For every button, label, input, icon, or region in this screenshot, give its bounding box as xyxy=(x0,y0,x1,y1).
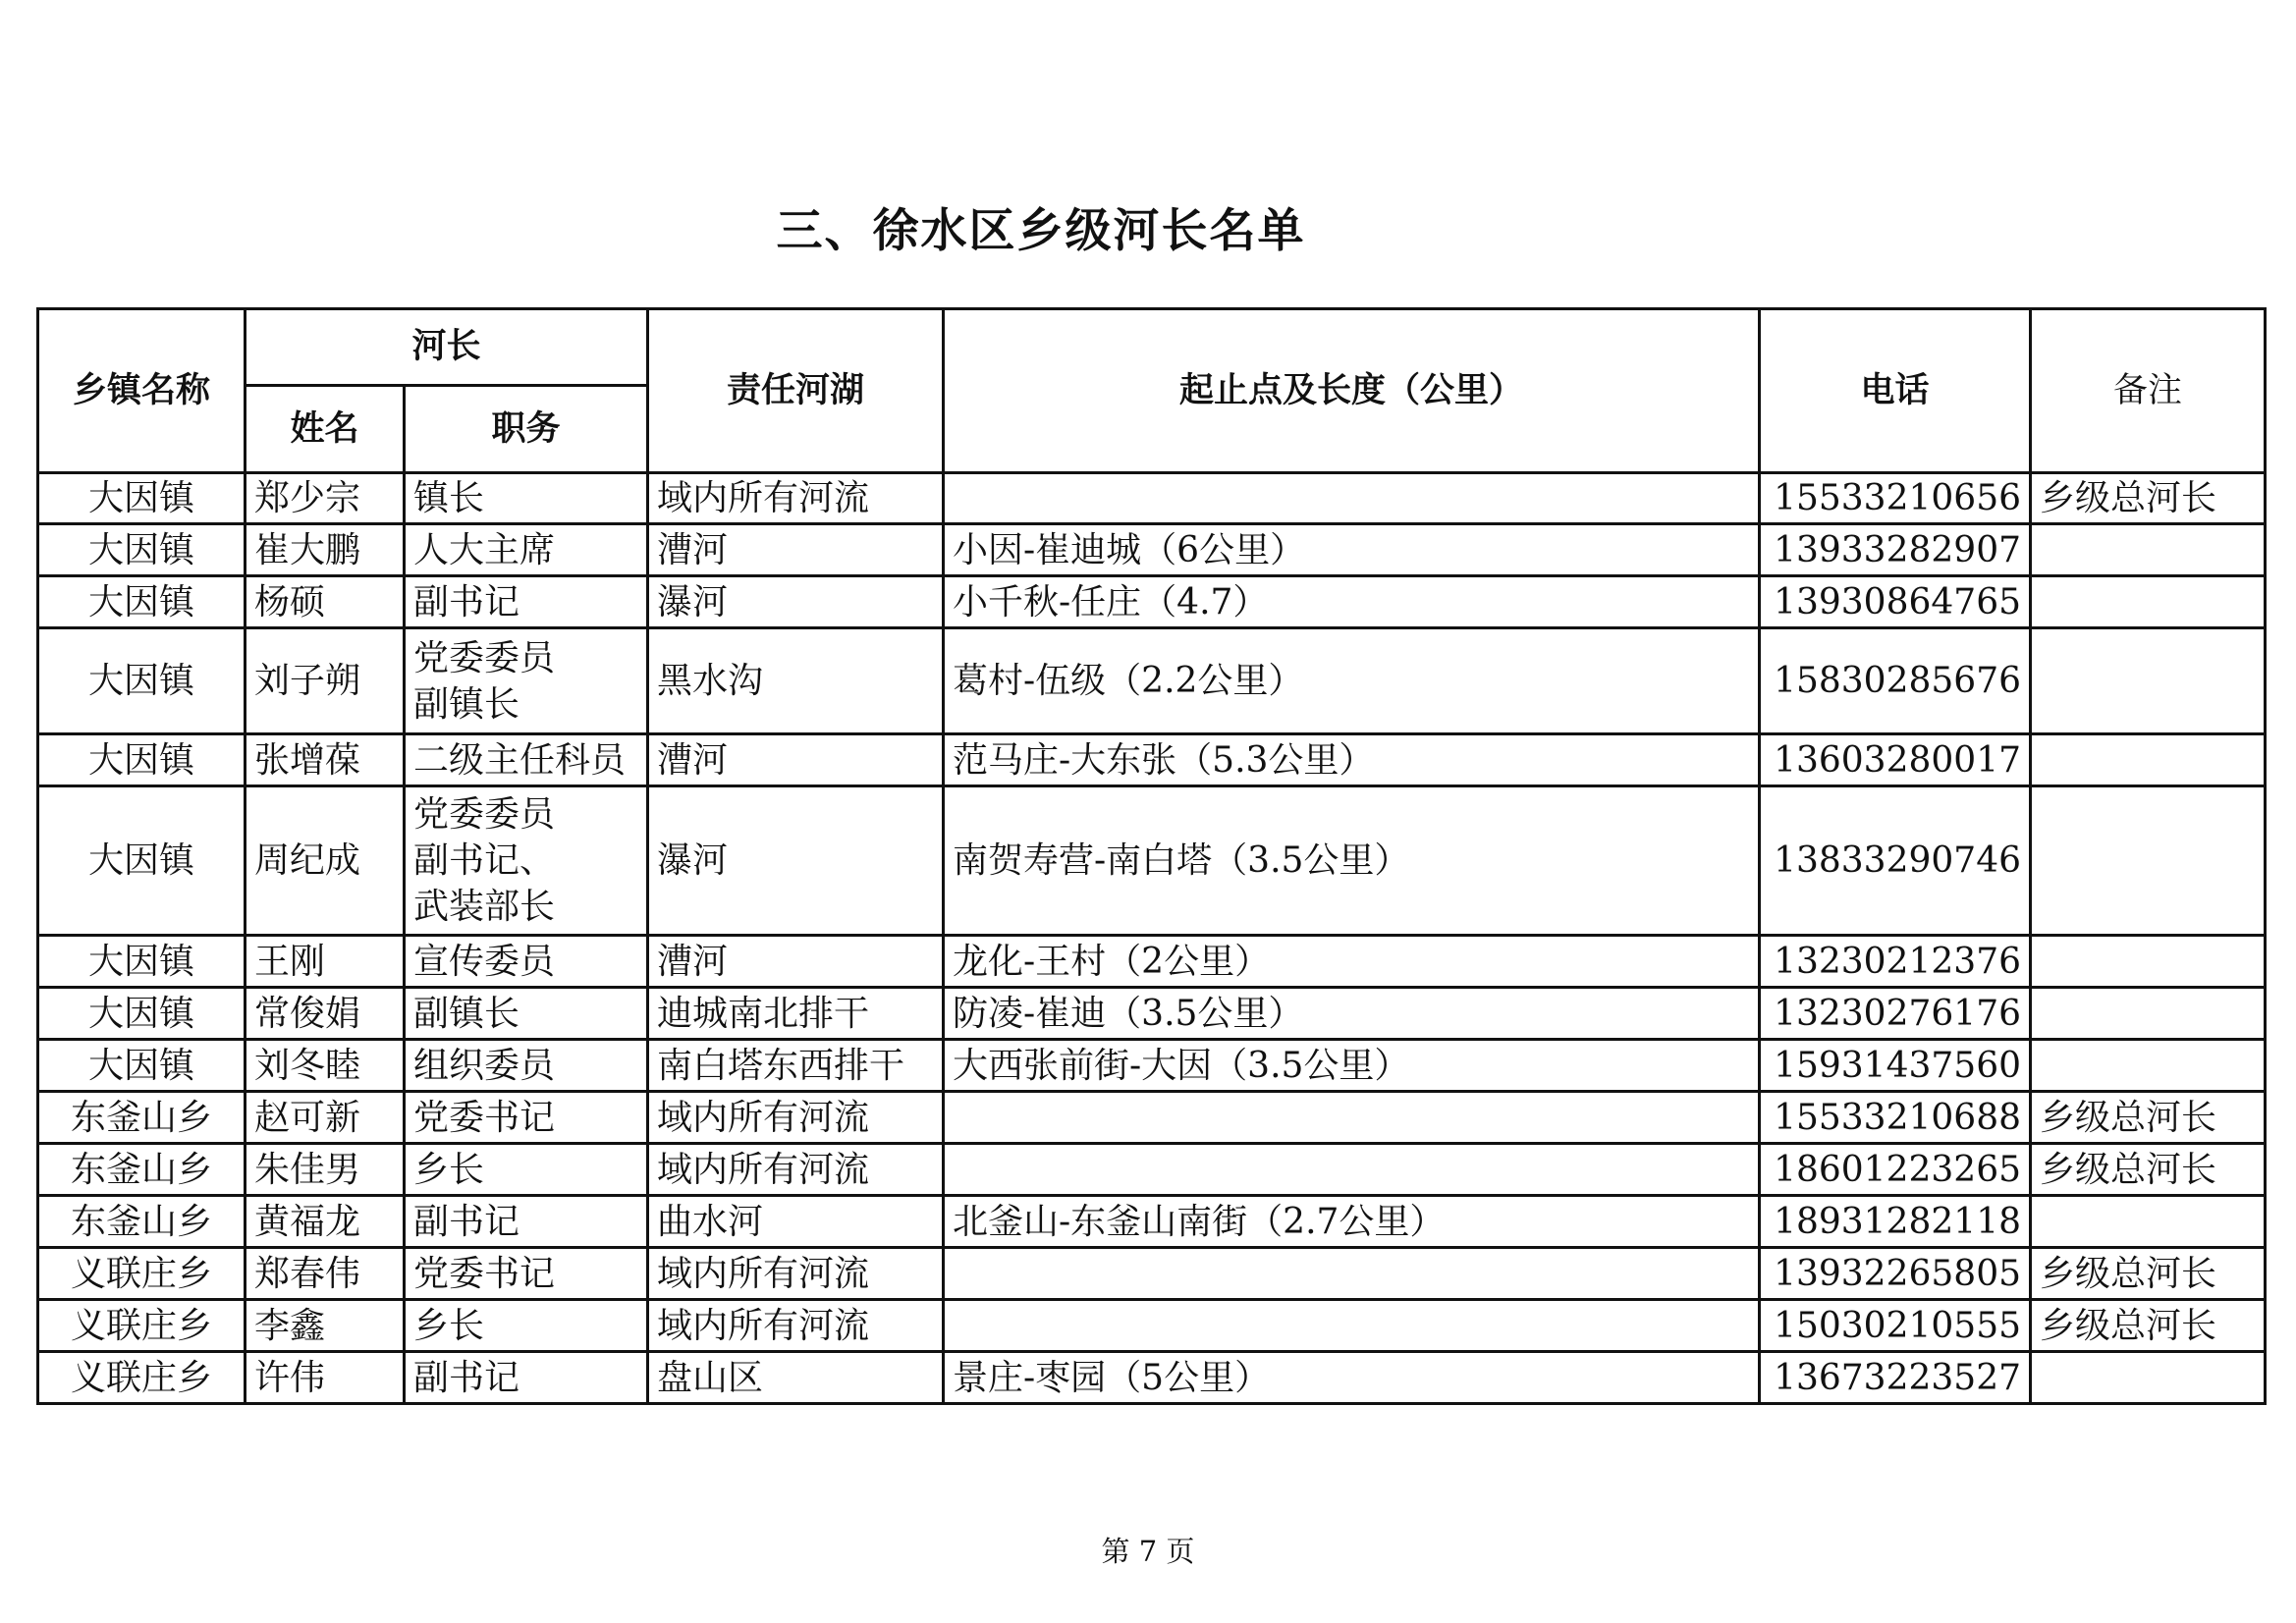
river-cell: 漕河 xyxy=(648,524,944,576)
river-cell: 瀑河 xyxy=(648,786,944,936)
name-cell: 张增葆 xyxy=(246,734,405,786)
table-row xyxy=(38,734,2266,786)
span-cell: 景庄-枣园（5公里） xyxy=(944,1352,1760,1404)
phone-cell: 13932265805 xyxy=(1760,1248,2031,1300)
span-cell xyxy=(944,473,1760,524)
table-row xyxy=(38,1196,2266,1248)
table-row xyxy=(38,473,2266,524)
phone-cell: 15533210688 xyxy=(1760,1092,2031,1144)
position-cell: 镇长 xyxy=(405,473,648,524)
river-cell: 黑水沟 xyxy=(648,628,944,734)
river-cell: 盘山区 xyxy=(648,1352,944,1404)
town-cell: 义联庄乡 xyxy=(38,1248,246,1300)
name-cell: 刘子朔 xyxy=(246,628,405,734)
name-cell: 郑春伟 xyxy=(246,1248,405,1300)
remark-cell xyxy=(2031,786,2266,936)
phone-cell: 13930864765 xyxy=(1760,576,2031,628)
page-title: 三、徐水区乡级河长名单 xyxy=(776,204,1306,258)
remark-cell xyxy=(2031,1352,2266,1404)
span-cell xyxy=(944,1144,1760,1196)
remark-cell xyxy=(2031,1196,2266,1248)
remark-cell: 乡级总河长 xyxy=(2031,1248,2266,1300)
river-cell: 域内所有河流 xyxy=(648,473,944,524)
river-cell: 域内所有河流 xyxy=(648,1248,944,1300)
phone-cell: 13230212376 xyxy=(1760,936,2031,988)
table-row xyxy=(38,936,2266,988)
header-chief: 河长 xyxy=(246,309,648,386)
header-remark: 备注 xyxy=(2031,309,2266,473)
phone-cell: 18601223265 xyxy=(1760,1144,2031,1196)
river-chief-table xyxy=(36,307,2267,1405)
span-cell: 南贺寿营-南白塔（3.5公里） xyxy=(944,786,1760,936)
remark-cell xyxy=(2031,628,2266,734)
town-cell: 东釜山乡 xyxy=(38,1144,246,1196)
table-row xyxy=(38,786,2266,936)
river-cell: 域内所有河流 xyxy=(648,1092,944,1144)
remark-cell xyxy=(2031,576,2266,628)
table-row xyxy=(38,1144,2266,1196)
position-cell: 宣传委员 xyxy=(405,936,648,988)
phone-cell: 15830285676 xyxy=(1760,628,2031,734)
phone-cell: 13933282907 xyxy=(1760,524,2031,576)
span-cell: 防凌-崔迪（3.5公里） xyxy=(944,988,1760,1040)
span-cell: 龙化-王村（2公里） xyxy=(944,936,1760,988)
phone-cell: 13603280017 xyxy=(1760,734,2031,786)
name-cell: 常俊娟 xyxy=(246,988,405,1040)
remark-cell: 乡级总河长 xyxy=(2031,1092,2266,1144)
name-cell: 黄福龙 xyxy=(246,1196,405,1248)
position-line: 党委委员 xyxy=(413,794,556,835)
position-cell xyxy=(405,786,648,936)
river-cell: 南白塔东西排干 xyxy=(648,1040,944,1092)
span-cell: 小因-崔迪城（6公里） xyxy=(944,524,1760,576)
town-cell: 大因镇 xyxy=(38,1040,246,1092)
remark-cell: 乡级总河长 xyxy=(2031,1300,2266,1352)
town-cell: 义联庄乡 xyxy=(38,1352,246,1404)
phone-cell: 13673223527 xyxy=(1760,1352,2031,1404)
table-row xyxy=(38,524,2266,576)
table-row xyxy=(38,576,2266,628)
position-cell: 二级主任科员 xyxy=(405,734,648,786)
table-row xyxy=(38,628,2266,734)
table-header xyxy=(38,309,2266,473)
phone-cell: 13230276176 xyxy=(1760,988,2031,1040)
span-cell: 范马庄-大东张（5.3公里） xyxy=(944,734,1760,786)
position-cell: 人大主席 xyxy=(405,524,648,576)
position-line: 武装部长 xyxy=(413,887,556,927)
table-row xyxy=(38,1092,2266,1144)
position-cell: 副书记 xyxy=(405,1352,648,1404)
header-river: 责任河湖 xyxy=(648,309,944,473)
name-cell: 郑少宗 xyxy=(246,473,405,524)
town-cell: 东釜山乡 xyxy=(38,1092,246,1144)
phone-cell: 13833290746 xyxy=(1760,786,2031,936)
town-cell: 大因镇 xyxy=(38,936,246,988)
river-cell: 漕河 xyxy=(648,734,944,786)
town-cell: 大因镇 xyxy=(38,628,246,734)
position-cell: 乡长 xyxy=(405,1144,648,1196)
position-cell: 副镇长 xyxy=(405,988,648,1040)
remark-cell xyxy=(2031,734,2266,786)
river-cell: 域内所有河流 xyxy=(648,1300,944,1352)
span-cell: 大西张前街-大因（3.5公里） xyxy=(944,1040,1760,1092)
river-cell: 瀑河 xyxy=(648,576,944,628)
table-row xyxy=(38,1040,2266,1092)
river-cell: 迪城南北排干 xyxy=(648,988,944,1040)
name-cell: 赵可新 xyxy=(246,1092,405,1144)
span-cell xyxy=(944,1300,1760,1352)
town-cell: 大因镇 xyxy=(38,734,246,786)
remark-cell xyxy=(2031,524,2266,576)
header-position: 职务 xyxy=(405,386,648,473)
river-cell: 曲水河 xyxy=(648,1196,944,1248)
table-row xyxy=(38,1248,2266,1300)
phone-cell: 15931437560 xyxy=(1760,1040,2031,1092)
page-number: 第 7 页 xyxy=(1101,1535,1195,1568)
name-cell: 李鑫 xyxy=(246,1300,405,1352)
position-cell: 党委书记 xyxy=(405,1248,648,1300)
position-cell xyxy=(405,628,648,734)
position-cell: 组织委员 xyxy=(405,1040,648,1092)
name-cell: 周纪成 xyxy=(246,786,405,936)
span-cell xyxy=(944,1248,1760,1300)
name-cell: 王刚 xyxy=(246,936,405,988)
header-name: 姓名 xyxy=(246,386,405,473)
town-cell: 大因镇 xyxy=(38,576,246,628)
name-cell: 许伟 xyxy=(246,1352,405,1404)
span-cell: 小千秋-任庄（4.7） xyxy=(944,576,1760,628)
span-cell xyxy=(944,1092,1760,1144)
name-cell: 杨硕 xyxy=(246,576,405,628)
river-cell: 域内所有河流 xyxy=(648,1144,944,1196)
remark-cell xyxy=(2031,988,2266,1040)
table-row xyxy=(38,1352,2266,1404)
position-cell: 乡长 xyxy=(405,1300,648,1352)
remark-cell: 乡级总河长 xyxy=(2031,473,2266,524)
town-cell: 大因镇 xyxy=(38,473,246,524)
town-cell: 大因镇 xyxy=(38,988,246,1040)
span-cell: 葛村-伍级（2.2公里） xyxy=(944,628,1760,734)
phone-cell: 18931282118 xyxy=(1760,1196,2031,1248)
position-cell: 党委书记 xyxy=(405,1092,648,1144)
header-span: 起止点及长度（公里） xyxy=(944,309,1760,473)
span-cell: 北釜山-东釜山南街（2.7公里） xyxy=(944,1196,1760,1248)
header-town: 乡镇名称 xyxy=(38,309,246,473)
phone-cell: 15030210555 xyxy=(1760,1300,2031,1352)
name-cell: 崔大鹏 xyxy=(246,524,405,576)
name-cell: 朱佳男 xyxy=(246,1144,405,1196)
remark-cell xyxy=(2031,1040,2266,1092)
town-cell: 大因镇 xyxy=(38,786,246,936)
position-line: 副书记、 xyxy=(413,840,556,881)
table-row xyxy=(38,1300,2266,1352)
table-body xyxy=(38,473,2266,1404)
name-cell: 刘冬睦 xyxy=(246,1040,405,1092)
phone-cell: 15533210656 xyxy=(1760,473,2031,524)
river-cell: 漕河 xyxy=(648,936,944,988)
remark-cell xyxy=(2031,936,2266,988)
position-line: 党委委员 xyxy=(413,637,556,678)
town-cell: 东釜山乡 xyxy=(38,1196,246,1248)
position-cell: 副书记 xyxy=(405,576,648,628)
position-line: 副镇长 xyxy=(413,683,520,725)
town-cell: 义联庄乡 xyxy=(38,1300,246,1352)
remark-cell: 乡级总河长 xyxy=(2031,1144,2266,1196)
position-cell: 副书记 xyxy=(405,1196,648,1248)
town-cell: 大因镇 xyxy=(38,524,246,576)
table-row xyxy=(38,988,2266,1040)
header-phone: 电话 xyxy=(1760,309,2031,473)
